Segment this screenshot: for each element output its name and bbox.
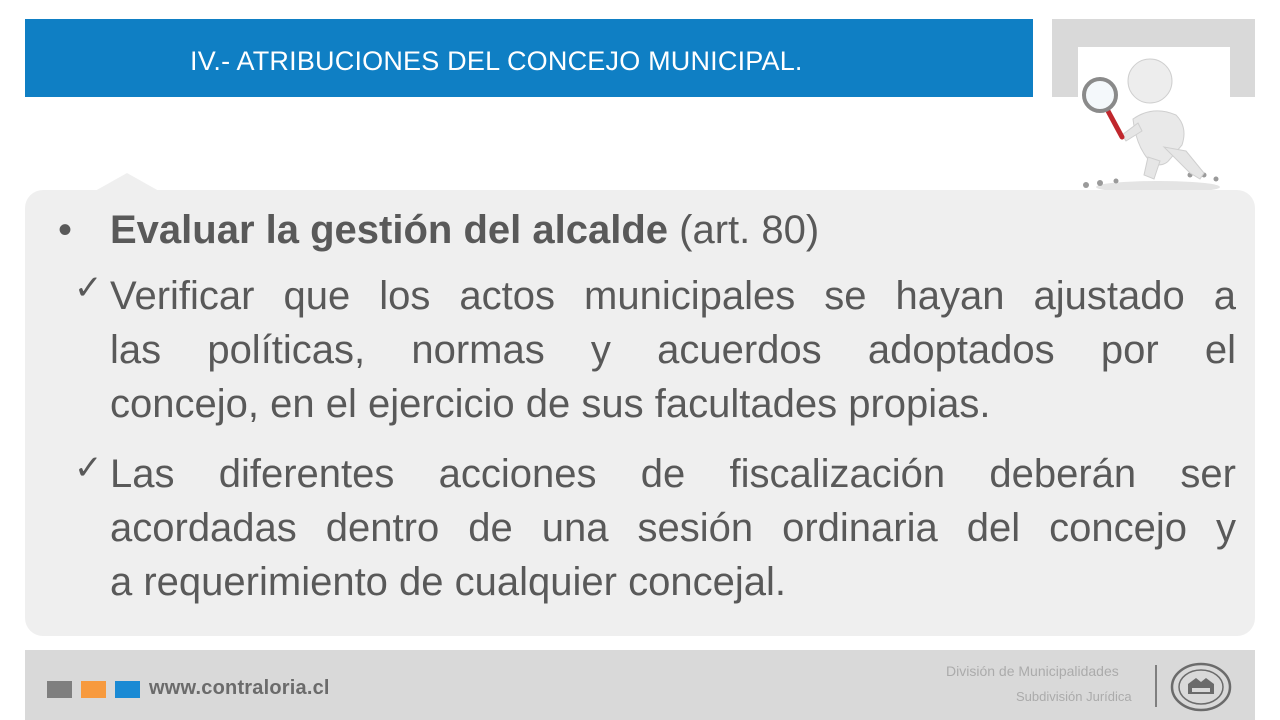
subdivision-label: Subdivisión Jurídica	[1016, 689, 1132, 704]
footer-divider	[1155, 665, 1157, 707]
website-link[interactable]: www.contraloria.cl	[149, 677, 330, 699]
footer-square-orange	[81, 681, 106, 698]
division-label: División de Municipalidades	[946, 663, 1119, 679]
slide-title: IV.- ATRIBUCIONES DEL CONCEJO MUNICIPAL.	[190, 46, 803, 76]
magnifier-figure-icon	[1078, 47, 1230, 197]
checkmark-icon: ✓	[74, 448, 103, 488]
bullet-bold-text: Evaluar la gestión del alcalde	[110, 208, 669, 252]
check-item-2-line-2: acordadas dentro de una sesión ordinaria del concejo y	[110, 506, 1236, 550]
bullet-icon: •	[58, 208, 73, 252]
bullet-rest-text: (art. 80)	[668, 208, 820, 252]
check-item-1-line-3: concejo, en el ejercicio de sus facultades propias.	[110, 382, 991, 426]
contraloria-seal-icon	[1170, 662, 1232, 712]
check-item-2-line-3: a requerimiento de cualquier concejal.	[110, 560, 786, 604]
footer-square-blue	[115, 681, 140, 698]
content-pointer	[95, 173, 159, 191]
bullet-item	[110, 203, 819, 257]
check-item-1-line-2: las políticas, normas y acuerdos adoptados por el	[110, 328, 1236, 372]
check-item-1-line-1: Verificar que los actos municipales se hayan ajustado a	[110, 274, 1236, 318]
check-item-2-line-1: Las diferentes acciones de fiscalización deberán ser	[110, 452, 1236, 496]
checkmark-icon: ✓	[74, 268, 103, 308]
footer-square-gray	[47, 681, 72, 698]
